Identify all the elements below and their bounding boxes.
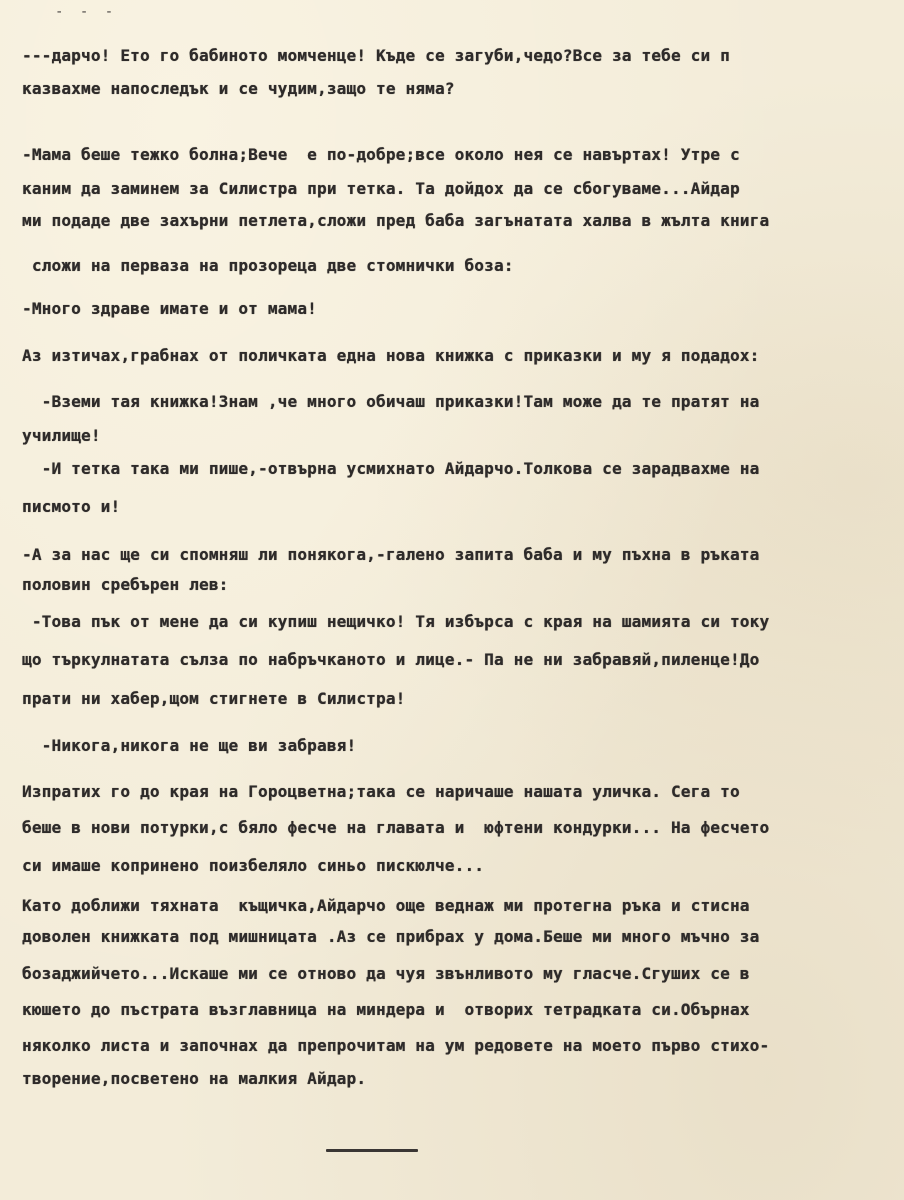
text-line: бозаджийчето...Искаше ми се отново да чуя звънливото му гласче.Сгуших се в xyxy=(22,964,750,983)
text-line: -Никога,никога не ще ви забравя! xyxy=(22,736,357,755)
text-line: -Мама беше тежко болна;Вече е по-добре;все около нея се навъртах! Утре с xyxy=(22,145,740,164)
text-line: сложи на первaза на прозореца две стомнички боза: xyxy=(22,256,514,275)
text-line: доволен книжката под мишницата .Аз се прибрах у дома.Беше ми много мъчно за xyxy=(22,927,760,946)
text-line: писмото и! xyxy=(22,497,121,516)
text-line: си имаше копринено поизбеляло синьо пискюлче... xyxy=(22,856,485,875)
text-line: училище! xyxy=(22,426,101,445)
text-line: Аз изтичах,грабнах от поличката една нова книжка с приказки и му я подадох: xyxy=(22,346,760,365)
text-line: творение,посветено на малкия Айдар. xyxy=(22,1069,367,1088)
text-line: прати ни хабер,щом стигнете в Силистра! xyxy=(22,689,406,708)
text-line: каним да заминем за Силистра при тетка. Та дойдох да се сбогуваме...Айдар xyxy=(22,179,740,198)
text-line: Като доближи тяхната къщичка,Айдарчо още веднаж ми протегна ръка и стисна xyxy=(22,896,750,915)
text-line: -Вземи тая книжка!Знам ,че много обичаш приказки!Там може да те пратят на xyxy=(22,392,760,411)
text-line: няколко листа и започнах да препрочитам на ум редовете на моето първо стихо- xyxy=(22,1036,770,1055)
text-line: беше в нови потурки,с бяло фесче на главата и юфтени кондурки... На фесчето xyxy=(22,818,770,837)
text-line: казвахме напоследък и се чудим,защо те няма? xyxy=(22,79,455,98)
end-rule xyxy=(326,1149,418,1152)
text-line: ---дарчо! Ето го бабиното момченце! Къде се загуби,чедо?Все за тебе си п xyxy=(22,46,730,65)
text-line: -А за нас ще си спомняш ли понякога,-галено запита баба и му пъхна в ръката xyxy=(22,545,760,564)
text-line: ми подаде две захърни петлета,сложи пред баба загънатата халва в жълта книга xyxy=(22,211,770,230)
text-line: кюшето до пъстрата възглавница на миндера и отворих тетрадката си.Обърнах xyxy=(22,1000,750,1019)
top-mark: - - - xyxy=(55,4,118,20)
text-line: що търкулнатата сълза по набръчканото и лице.- Па не ни забравяй,пиленце!До xyxy=(22,650,760,669)
text-line: половин сребърен лев: xyxy=(22,575,229,594)
text-line: -Много здраве имате и от мама! xyxy=(22,299,317,318)
text-line: -И тетка така ми пише,-отвърна усмихнато Айдарчо.Толкова се зарадвахме на xyxy=(22,459,760,478)
text-line: Изпратих го до края на Гороцветна;така се наричаше нашата уличка. Сега то xyxy=(22,782,740,801)
text-line: -Това пък от мене да си купиш нещичко! Тя избърса с края на шамията си току xyxy=(22,612,770,631)
